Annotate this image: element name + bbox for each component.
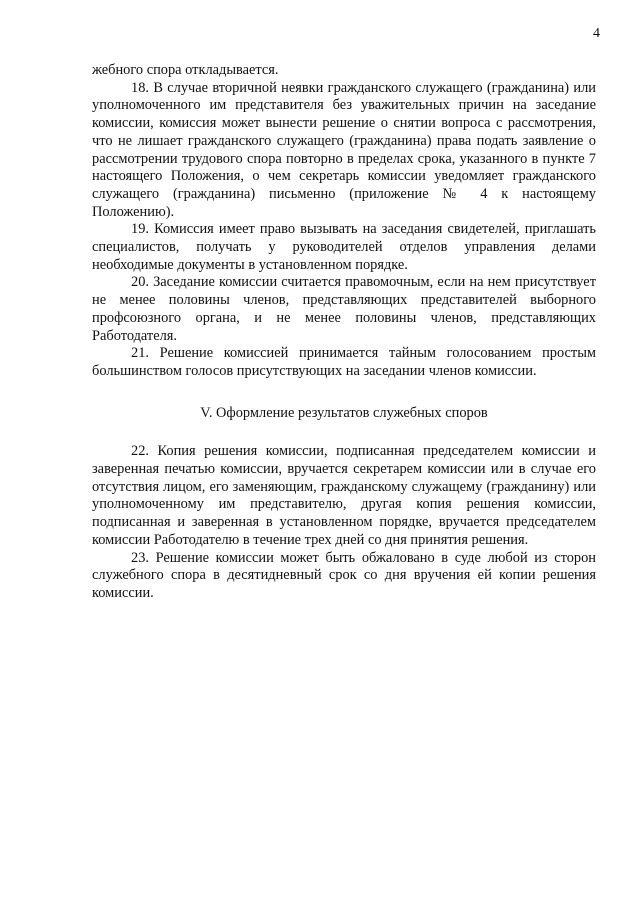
paragraph-23: 23. Решение комиссии может быть обжаловано в суде любой из сторон служебного спора в десятидневный срок со дня вручения ей копии решения комиссии. — [92, 549, 596, 601]
paragraph-22: 22. Копия решения комиссии, подписанная председателем комиссии и заверенная печатью комиссии, вручается секретарем комиссии или в случае его отсутствия лицом, его заменяющим, гражданскому служащему (гражданину) или уполномоченному им представителю, другая копия решения комиссии, подписанная и заверенная в установленном порядке, вручается председателем комиссии Работодателю в течение трех дней со дня принятия решения. — [92, 443, 596, 548]
paragraph-continuation: жебного спора откладывается. — [92, 62, 279, 78]
section-heading: V. Оформление результатов служебных споров — [200, 404, 488, 421]
paragraph-19: 19. Комиссия имеет право вызывать на заседания свидетелей, приглашать специалистов, получать у руководителей отделов управления делами необходимые документы в установленном порядке. — [92, 221, 596, 273]
paragraph-18: 18. В случае вторичной неявки гражданского служащего (гражданина) или уполномоченного им представителя без уважительных причин на заседание комиссии, комиссия может вынести решение о снятии вопроса с рассмотрения, что не лишает гражданского служащего (гражданина) права подать заявление о рассмотрении трудового спора повторно в пределах срока, указанного в пункте 7 настоящего Положения, о чем секретарь комиссии уведомляет гражданского служащего (гражданина) письменно (приложение № 4 к настоящему Положению). — [92, 79, 596, 220]
page-number: 4 — [593, 26, 600, 41]
paragraph-20: 20. Заседание комиссии считается правомочным, если на нем присутствует не менее половины членов, представляющих представителей выборного профсоюзного органа, и не менее половины членов, представляющих Работодателя. — [92, 274, 596, 344]
paragraph-21: 21. Решение комиссией принимается тайным голосованием простым большинством голосов присутствующих на заседании членов комиссии. — [92, 345, 596, 379]
document-body — [92, 62, 596, 603]
